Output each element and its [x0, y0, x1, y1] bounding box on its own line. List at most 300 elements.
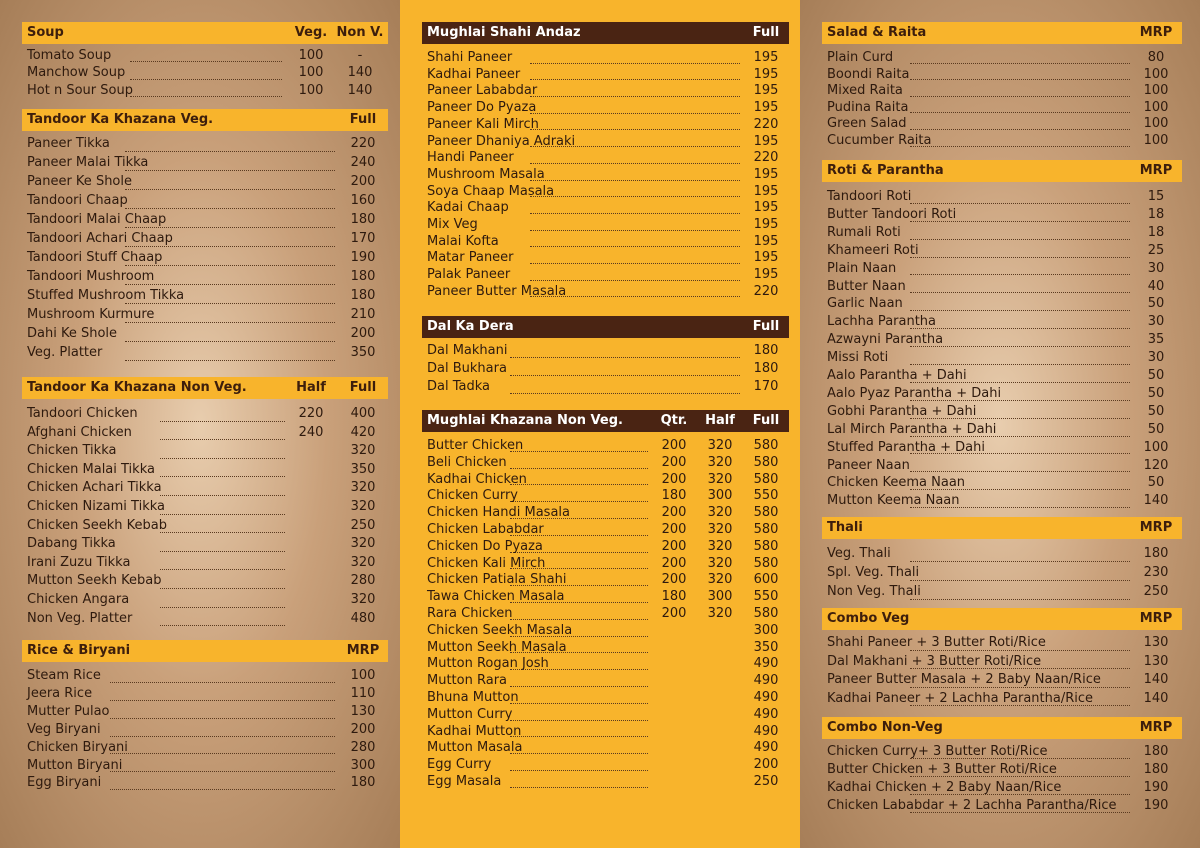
item-name: Chicken Handi Masala — [427, 505, 570, 521]
section-title: Tandoor Ka Khazana Veg. — [27, 112, 214, 127]
leader-dots — [910, 292, 1130, 293]
item-price: 50 — [1147, 385, 1165, 401]
item-price: 195 — [753, 200, 779, 216]
item-price: 190 — [350, 250, 376, 265]
item-price: 140 — [1143, 672, 1169, 688]
leader-dots — [910, 63, 1130, 64]
column-label: Qtr. — [660, 413, 688, 428]
leader-dots — [510, 703, 648, 704]
item-name: Chicken Nizami Tikka — [27, 499, 165, 514]
item-price: 130 — [1143, 635, 1169, 650]
leader-dots — [110, 771, 335, 772]
item-name: Mutton Rara — [427, 673, 507, 689]
item-name: Kadhai Paneer — [427, 66, 521, 82]
leader-dots — [125, 151, 335, 152]
item-name: Mutton Seekh Masala — [427, 639, 567, 655]
menu-item — [22, 136, 388, 155]
leader-dots — [510, 720, 648, 721]
leader-dots — [910, 257, 1130, 258]
leader-dots — [160, 476, 285, 477]
leader-dots — [510, 451, 648, 452]
menu-item — [422, 757, 789, 774]
item-price: 230 — [1143, 565, 1169, 580]
leader-dots — [160, 532, 285, 533]
item-price: 195 — [753, 233, 779, 249]
menu-section — [822, 517, 1182, 603]
item-price: 180 — [661, 589, 687, 605]
menu-item — [22, 443, 388, 462]
item-price: 320 — [350, 592, 376, 607]
item-price: 195 — [753, 100, 779, 116]
leader-dots — [110, 682, 335, 683]
item-name: Kadhai Mutton — [427, 723, 522, 739]
item-price: 200 — [661, 522, 687, 537]
item-name: Tomato Soup — [27, 48, 112, 63]
item-price: 220 — [753, 283, 779, 299]
item-name: Mixed Raita — [827, 83, 903, 99]
item-price: 100 — [298, 48, 324, 63]
item-name: Butter Chicken + 3 Butter Roti/Rice — [827, 762, 1057, 777]
leader-dots — [125, 170, 335, 171]
item-price: 320 — [350, 554, 376, 570]
menu-item — [822, 798, 1182, 816]
menu-item — [422, 556, 789, 573]
menu-item — [822, 635, 1182, 654]
menu-item — [422, 184, 789, 201]
item-name: Dal Makhani + 3 Butter Roti/Rice — [827, 653, 1042, 669]
item-price: 490 — [753, 656, 779, 672]
menu-item — [822, 691, 1182, 710]
item-name: Green Salad — [827, 116, 907, 132]
item-price: 350 — [350, 461, 376, 477]
item-price: 50 — [1147, 296, 1165, 312]
item-price: 40 — [1147, 278, 1165, 294]
menu-item — [822, 565, 1182, 584]
menu-section — [822, 22, 1182, 150]
item-price: 300 — [350, 757, 376, 773]
item-name: Paneer Butter Masala — [427, 283, 567, 299]
leader-dots — [125, 360, 335, 361]
item-price: 580 — [753, 505, 779, 521]
menu-item — [22, 536, 388, 555]
item-name: Dal Bukhara — [427, 361, 507, 376]
menu-item — [822, 404, 1182, 422]
item-price: 320 — [707, 555, 733, 571]
item-price: 250 — [350, 517, 376, 533]
item-price: 100 — [1143, 439, 1169, 455]
item-name: Non Veg. Thali — [827, 584, 921, 599]
item-name: Plain Curd — [827, 50, 894, 65]
menu-item — [822, 279, 1182, 297]
menu-item — [822, 780, 1182, 798]
item-price: 490 — [753, 740, 779, 756]
leader-dots — [530, 79, 740, 80]
item-price: 200 — [661, 606, 687, 621]
menu-item — [822, 493, 1182, 511]
item-price: 195 — [753, 133, 779, 149]
leader-dots — [160, 588, 285, 589]
section-header — [822, 22, 1182, 44]
menu-item — [822, 116, 1182, 133]
menu-item — [22, 611, 388, 630]
item-price: 110 — [350, 685, 376, 701]
item-price: 580 — [753, 522, 779, 537]
item-name: Paneer Dhaniya Adraki — [427, 133, 576, 149]
item-price: 240 — [298, 424, 324, 440]
leader-dots — [910, 239, 1130, 240]
item-price: 320 — [707, 454, 733, 470]
item-name: Chicken Patiala Shahi — [427, 572, 567, 588]
section-title: Salad & Raita — [827, 25, 927, 40]
item-price: 490 — [753, 690, 779, 705]
item-name: Plain Naan — [827, 260, 897, 276]
item-name: Kadhai Paneer + 2 Lachha Parantha/Rice — [827, 690, 1094, 706]
item-name: Butter Chicken — [427, 438, 524, 453]
menu-item — [822, 314, 1182, 332]
menu-item — [422, 522, 789, 539]
menu-item — [822, 332, 1182, 350]
item-name: Stuffed Parantha + Dahi — [827, 439, 985, 455]
item-price: 100 — [1143, 99, 1169, 115]
item-name: Lal Mirch Parantha + Dahi — [827, 421, 997, 437]
leader-dots — [530, 246, 740, 247]
item-price: 250 — [753, 774, 779, 789]
menu-item — [422, 234, 789, 251]
column-label: Full — [752, 25, 780, 40]
menu-item — [22, 193, 388, 212]
column-label: MRP — [1139, 520, 1173, 535]
menu-item — [422, 623, 789, 640]
leader-dots — [530, 63, 740, 64]
menu-item — [822, 422, 1182, 440]
item-name: Kadai Chaap — [427, 200, 509, 216]
leader-dots — [160, 514, 285, 515]
menu-item — [422, 673, 789, 690]
item-name: Aalo Pyaz Parantha + Dahi — [827, 385, 1002, 401]
leader-dots — [910, 580, 1130, 581]
section-header — [422, 22, 789, 44]
right-panel — [800, 0, 1200, 848]
item-price: 190 — [1143, 780, 1169, 795]
item-price: 200 — [661, 538, 687, 554]
item-price: 170 — [350, 231, 376, 246]
item-name: Chicken Curry+ 3 Butter Roti/Rice — [827, 744, 1048, 759]
leader-dots — [160, 439, 285, 440]
item-name: Butter Naan — [827, 278, 906, 294]
leader-dots — [125, 189, 335, 190]
item-price: 320 — [707, 438, 733, 453]
item-price: 200 — [661, 572, 687, 588]
menu-section — [822, 160, 1182, 511]
item-name: Soya Chaap Masala — [427, 183, 555, 199]
item-price: 50 — [1147, 421, 1165, 437]
item-price: 18 — [1147, 224, 1165, 240]
menu-item — [822, 458, 1182, 476]
item-price: 195 — [753, 250, 779, 266]
menu-item — [822, 189, 1182, 207]
item-price: 130 — [350, 703, 376, 719]
item-name: Mushroom Kurmure — [27, 307, 155, 322]
item-price: 180 — [350, 212, 376, 227]
item-price: 100 — [1143, 66, 1169, 82]
item-name: Paneer Butter Masala + 2 Baby Naan/Rice — [827, 672, 1101, 688]
leader-dots — [910, 310, 1130, 311]
menu-item — [422, 472, 789, 489]
item-price: 320 — [707, 471, 733, 487]
item-price: 580 — [753, 471, 779, 487]
item-name: Irani Zuzu Tikka — [27, 554, 131, 570]
item-price: 320 — [707, 572, 733, 588]
leader-dots — [130, 96, 282, 97]
item-price: 320 — [350, 536, 376, 552]
menu-item — [822, 744, 1182, 762]
item-name: Jeera Rice — [27, 685, 93, 701]
item-price: 180 — [1143, 546, 1169, 561]
column-label: MRP — [1139, 611, 1173, 626]
menu-item — [822, 546, 1182, 565]
item-name: Veg Biryani — [27, 721, 101, 737]
item-name: Mutton Curry — [427, 706, 513, 722]
menu-item — [22, 740, 388, 758]
menu-item — [822, 584, 1182, 603]
item-price: 200 — [661, 505, 687, 521]
menu-item — [22, 174, 388, 193]
item-name: Paneer Tikka — [27, 136, 110, 151]
item-price: 15 — [1147, 189, 1165, 204]
leader-dots — [125, 227, 335, 228]
leader-dots — [910, 96, 1130, 97]
menu-item — [422, 200, 789, 217]
leader-dots — [910, 129, 1130, 130]
item-name: Tandoori Stuff Chaap — [27, 250, 163, 265]
section-title: Dal Ka Dera — [427, 319, 514, 334]
menu-section — [422, 410, 789, 791]
item-name: Beli Chicken — [427, 454, 507, 470]
item-price: 180 — [350, 775, 376, 791]
menu-item — [22, 288, 388, 307]
menu-section — [822, 608, 1182, 709]
item-price: 320 — [350, 499, 376, 514]
item-name: Rara Chicken — [427, 606, 513, 621]
item-price: 180 — [1143, 744, 1169, 759]
leader-dots — [510, 501, 648, 502]
item-price: 320 — [707, 606, 733, 621]
section-header — [822, 160, 1182, 182]
menu-item — [22, 269, 388, 288]
item-price: 50 — [1147, 368, 1165, 383]
item-price: 30 — [1147, 350, 1165, 366]
section-header — [822, 517, 1182, 539]
section-header — [22, 22, 388, 44]
leader-dots — [160, 421, 285, 422]
menu-item — [22, 668, 388, 686]
item-price: 100 — [1143, 83, 1169, 99]
item-name: Dabang Tikka — [27, 536, 116, 552]
menu-section — [22, 377, 388, 629]
item-name: Tandoori Malai Chaap — [27, 212, 167, 227]
column-label: Half — [296, 380, 326, 395]
menu-item — [822, 83, 1182, 100]
menu-item — [822, 67, 1182, 84]
item-name: Chicken Biryani — [27, 739, 128, 755]
menu-item — [822, 243, 1182, 261]
item-price: 100 — [1143, 133, 1169, 148]
leader-dots — [125, 341, 335, 342]
item-price: 18 — [1147, 206, 1165, 222]
item-price: 195 — [753, 50, 779, 65]
item-price: 120 — [1143, 457, 1169, 473]
leader-dots — [125, 322, 335, 323]
leader-dots — [910, 328, 1130, 329]
leader-dots — [125, 284, 335, 285]
item-price: 195 — [753, 217, 779, 232]
menu-section — [22, 22, 388, 100]
item-name: Butter Tandoori Roti — [827, 206, 957, 222]
leader-dots — [530, 230, 740, 231]
menu-item — [22, 326, 388, 345]
item-price: 580 — [753, 606, 779, 621]
menu-item — [822, 475, 1182, 493]
leader-dots — [160, 607, 285, 608]
menu-item — [822, 672, 1182, 691]
section-title: Mughlai Khazana Non Veg. — [427, 413, 623, 428]
left-panel — [0, 0, 400, 848]
leader-dots — [510, 619, 648, 620]
leader-dots — [910, 364, 1130, 365]
item-name: Palak Paneer — [427, 267, 511, 283]
leader-dots — [530, 180, 740, 181]
item-price: 490 — [753, 706, 779, 722]
item-price: 195 — [753, 83, 779, 99]
item-name: Mutton Keema Naan — [827, 493, 960, 509]
leader-dots — [125, 303, 335, 304]
leader-dots — [910, 79, 1130, 80]
item-price: 200 — [350, 174, 376, 189]
item-name: Khameeri Roti — [827, 242, 919, 258]
item-name: Boondi Raita — [827, 66, 910, 82]
menu-item — [22, 775, 388, 793]
item-name: Chicken Keema Naan — [827, 475, 966, 491]
menu-item — [822, 207, 1182, 225]
item-name: Egg Biryani — [27, 775, 102, 791]
leader-dots — [160, 551, 285, 552]
item-name: Handi Paneer — [427, 150, 514, 166]
leader-dots — [530, 113, 740, 114]
item-name: Chicken Seekh Kebab — [27, 517, 168, 533]
leader-dots — [510, 686, 648, 687]
section-header — [22, 377, 388, 399]
item-name: Tandoori Roti — [827, 189, 912, 204]
item-name: Paneer Do Pyaza — [427, 100, 537, 116]
section-header — [22, 640, 388, 662]
leader-dots — [510, 736, 648, 737]
item-name: Chicken Lababdar — [427, 522, 544, 537]
menu-item — [422, 589, 789, 606]
menu-item — [822, 440, 1182, 458]
item-name: Missi Roti — [827, 350, 889, 366]
item-price: 550 — [753, 589, 779, 605]
menu-item — [422, 67, 789, 84]
section-title: Thali — [827, 520, 863, 535]
item-name: Azwayni Parantha — [827, 332, 944, 348]
section-title: Combo Non-Veg — [827, 720, 943, 735]
menu-item — [22, 704, 388, 722]
item-price: 180 — [753, 361, 779, 376]
item-price: 240 — [350, 155, 376, 170]
leader-dots — [510, 770, 648, 771]
item-price: 100 — [298, 82, 324, 98]
item-price: 100 — [298, 65, 324, 81]
item-price: 320 — [707, 538, 733, 554]
item-price: 180 — [1143, 762, 1169, 777]
item-price: 200 — [661, 555, 687, 571]
item-price: 220 — [753, 150, 779, 166]
menu-item — [22, 592, 388, 611]
menu-item — [22, 307, 388, 326]
item-price: 480 — [350, 610, 376, 626]
item-price: 180 — [661, 488, 687, 504]
item-price: 195 — [753, 183, 779, 199]
leader-dots — [530, 196, 740, 197]
leader-dots — [110, 753, 335, 754]
item-price: 580 — [753, 438, 779, 453]
leader-dots — [910, 203, 1130, 204]
menu-item — [822, 261, 1182, 279]
menu-item — [822, 368, 1182, 386]
item-price: 130 — [1143, 653, 1169, 669]
item-price: 100 — [1143, 116, 1169, 132]
item-name: Tawa Chicken Masala — [427, 589, 565, 605]
item-name: Steam Rice — [27, 668, 101, 683]
menu-item — [22, 65, 388, 82]
item-name: Veg. Thali — [827, 546, 891, 561]
leader-dots — [110, 789, 335, 790]
section-title: Tandoor Ka Khazana Non Veg. — [27, 380, 247, 395]
item-name: Mutton Masala — [427, 740, 523, 756]
column-label: Non V. — [336, 25, 384, 40]
item-name: Mutton Rogan Josh — [427, 656, 549, 672]
item-name: Veg. Platter — [27, 345, 103, 360]
item-price: 600 — [753, 572, 779, 588]
item-name: Pudina Raita — [827, 99, 909, 115]
item-name: Chicken Kali Mirch — [427, 555, 546, 571]
menu-item — [422, 150, 789, 167]
menu-item — [22, 758, 388, 776]
menu-item — [422, 690, 789, 707]
item-price: 300 — [707, 589, 733, 605]
item-price: 250 — [1143, 584, 1169, 599]
item-price: 300 — [707, 488, 733, 504]
leader-dots — [130, 61, 282, 62]
leader-dots — [910, 471, 1130, 472]
item-name: Paneer Malai Tikka — [27, 155, 149, 170]
menu-item — [422, 572, 789, 589]
menu-item — [22, 212, 388, 231]
menu-item — [822, 225, 1182, 243]
column-label: MRP — [346, 643, 380, 658]
item-price: 200 — [661, 471, 687, 487]
menu-item — [422, 83, 789, 100]
item-name: Hot n Sour Soup — [27, 82, 133, 98]
item-name: Dal Tadka — [427, 379, 490, 394]
item-name: Chicken Angara — [27, 592, 130, 607]
menu-item — [822, 296, 1182, 314]
leader-dots — [510, 393, 740, 394]
column-label: MRP — [1139, 25, 1173, 40]
item-price: 180 — [350, 288, 376, 303]
leader-dots — [910, 561, 1130, 562]
item-price: 140 — [1143, 493, 1169, 509]
